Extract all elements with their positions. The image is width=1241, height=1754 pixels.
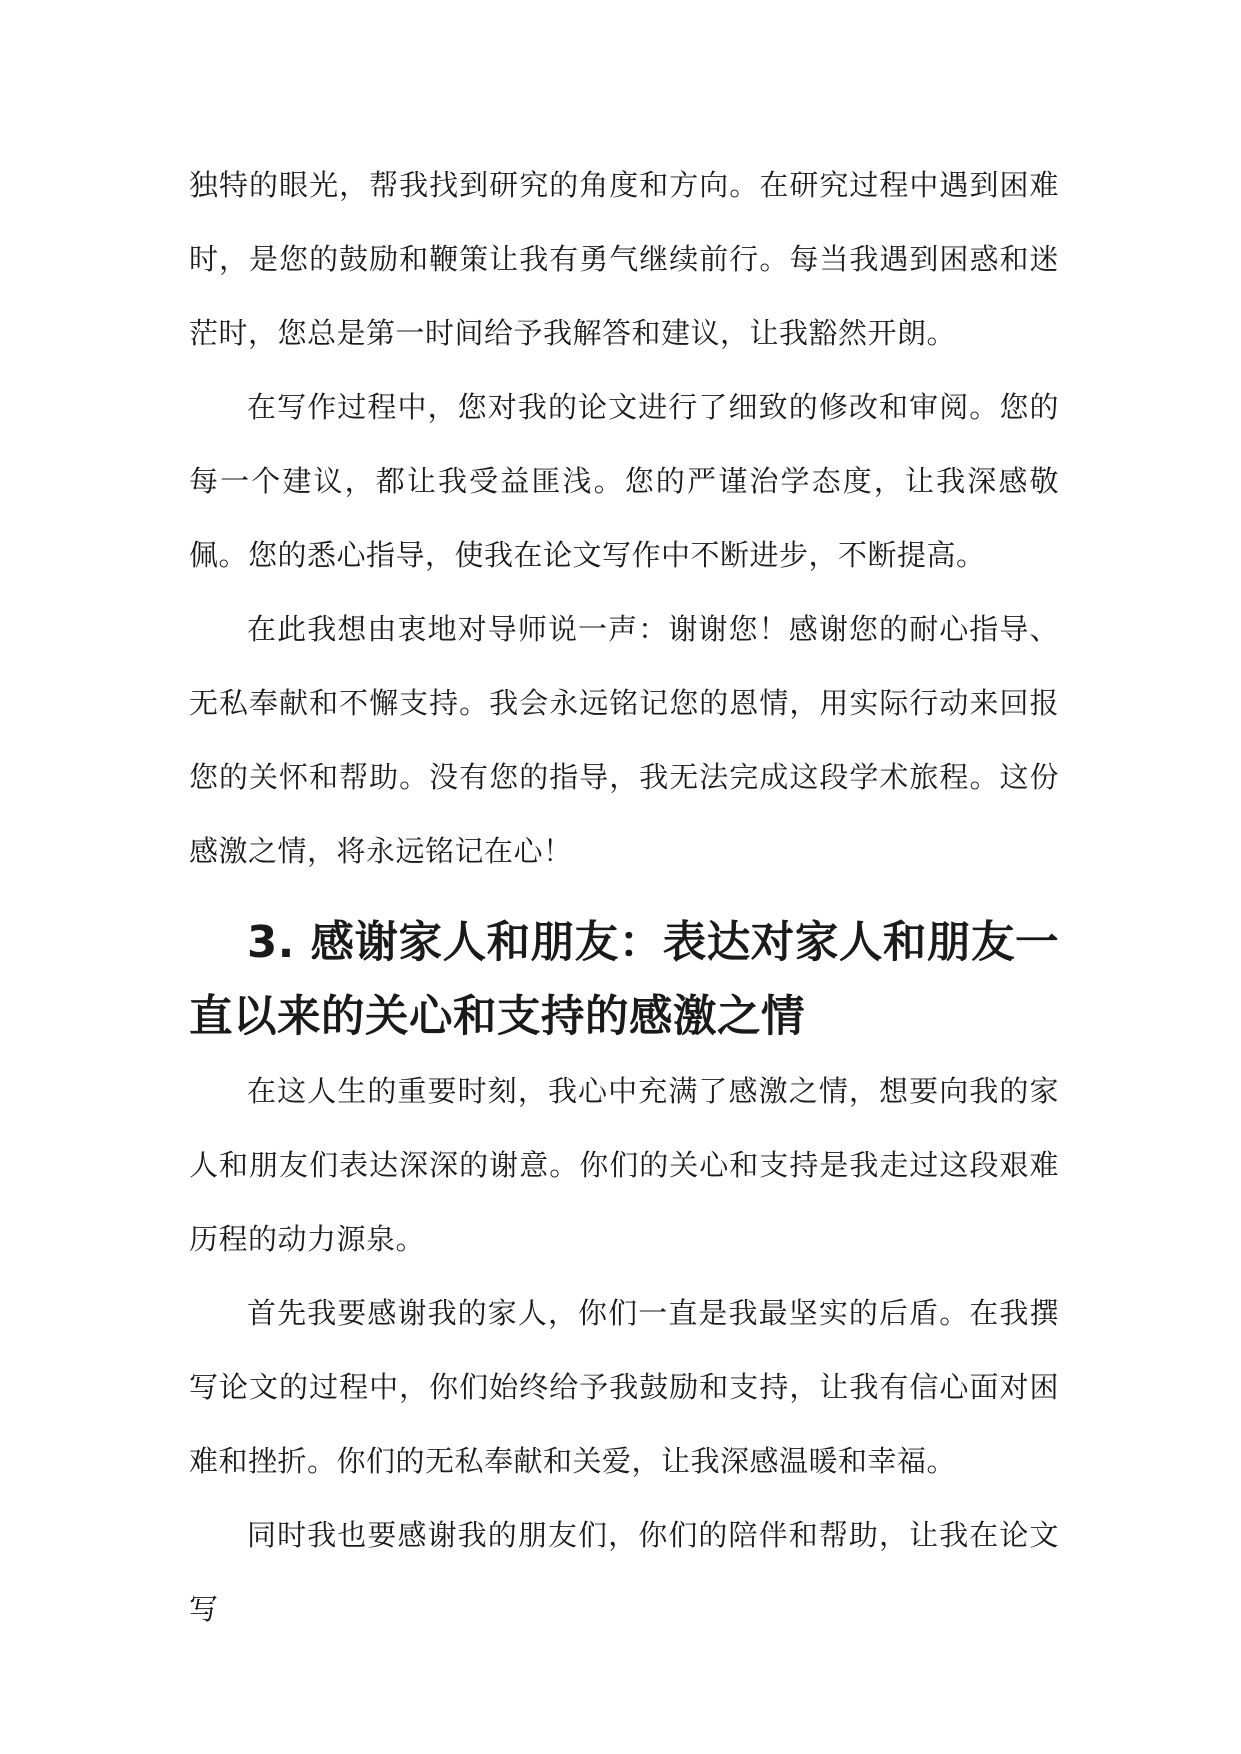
section-heading: 3. 感谢家人和朋友：表达对家人和朋友一直以来的关心和支持的感激之情 [189,918,1059,1042]
body-paragraph: 在此我想由衷地对导师说一声：谢谢您！感谢您的耐心指导、无私奉献和不懈支持。我会永远铭记您的恩情，用实际行动来回报您的关怀和帮助。没有您的指导，我无法完成这段学术旅程。这份感激之情，将永远铭记在心！ [189,612,1059,868]
body-paragraph: 首先我要感谢我的家人，你们一直是我最坚实的后盾。在我撰写论文的过程中，你们始终给予我鼓励和支持，让我有信心面对困难和挫折。你们的无私奉献和关爱，让我深感温暖和幸福。 [189,1296,1059,1478]
document-body [189,148,1059,1646]
body-paragraph: 在这人生的重要时刻，我心中充满了感激之情，想要向我的家人和朋友们表达深深的谢意。你们的关心和支持是我走过这段艰难历程的动力源泉。 [189,1074,1059,1256]
body-paragraph: 独特的眼光，帮我找到研究的角度和方向。在研究过程中遇到困难时，是您的鼓励和鞭策让我有勇气继续前行。每当我遇到困惑和迷茫时，您总是第一时间给予我解答和建议，让我豁然开朗。 [189,168,1059,350]
body-paragraph: 同时我也要感谢我的朋友们，你们的陪伴和帮助，让我在论文写 [189,1518,1059,1626]
body-paragraph: 在写作过程中，您对我的论文进行了细致的修改和审阅。您的每一个建议，都让我受益匪浅。您的严谨治学态度，让我深感敬佩。您的悉心指导，使我在论文写作中不断进步，不断提高。 [189,390,1059,572]
